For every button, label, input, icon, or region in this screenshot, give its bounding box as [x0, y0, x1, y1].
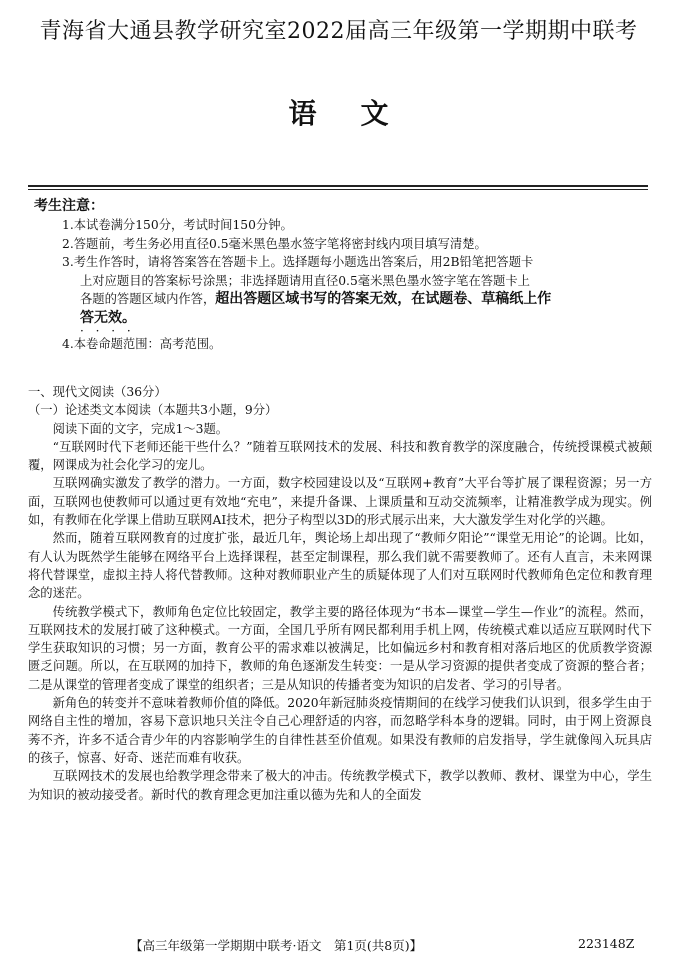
notice-emphasis: 答无效。	[80, 309, 136, 326]
reading-passage	[28, 383, 652, 804]
notice-item	[62, 309, 652, 328]
notice-item: 2.答题前，考生务必用直径0.5毫米黑色墨水签字笔将密封线内项目填写清楚。	[62, 236, 487, 251]
notice-item: 1.本试卷满分150分，考试时间150分钟。	[62, 218, 293, 232]
paragraph: 然而，随着互联网教育的过度扩张，最近几年，舆论场上却出现了“教师夕阳论”“课堂无用论”的论调。比如，有人认为既然学生能够在网络平台上选择课程，甚至定制课程，那么我们就不需要教师了。还有人直言，未来网课将代替课堂，虚拟主持人将代替教师。这种对教师职业产生的质疑体现了人们对互联网时代教师角色定位和教育理念的迷茫。	[28, 531, 652, 601]
divider	[28, 185, 648, 187]
emphasis-dots: · · · ·	[80, 324, 135, 338]
subject-title: 语文	[288, 97, 433, 130]
paragraph: 互联网确实激发了教学的潜力。一方面，数字校园建设以及“互联网+教育”大平台等扩展了课程资源；另一方面，互联网也使教师可以通过更有效地“充电”，来提升备课、上课质量和互动交流频率，让精准教学成为现实。例如，有教师在化学课上借助互联网AI技术，把分子构型以3D的形式展示出来，大大激发学生对化学的兴趣。	[28, 476, 652, 528]
page-footer: 【高三年级第一学期期中联考·语文 第1页(共8页)】	[130, 938, 423, 953]
notice-emphasis: 超出答题区域书写的答案无效，在试题卷、草稿纸上作	[215, 291, 552, 307]
paragraph: 互联网技术的发展也给教学理念带来了极大的冲击。传统教学模式下，教学以教师、教材、课堂为中心，学生为知识的被动接受者。新时代的教育理念更加注重以德为先和人的全面发	[28, 769, 652, 802]
notice-item: 4.本卷命题范围：高考范围。	[62, 337, 222, 351]
divider	[28, 189, 648, 190]
paper-code: 223148Z	[578, 936, 635, 951]
paragraph: 新角色的转变并不意味着教师价值的降低。2020年新冠肺炎疫情期间的在线学习使我们认识到，很多学生由于网络自主性的增加，容易下意识地只关注令自己心理舒适的内容，而忽略学科本身的逻辑。同时，由于网上资源良莠不齐，许多不适合青少年的内容影响学生的自律性甚至价值观。如果没有教师的启发指导，学生就像闯入玩具店的孩子，惊喜、好奇、迷茫而难有收获。	[28, 696, 652, 765]
section-heading: 一、现代文阅读（36分）	[28, 385, 167, 399]
notice-item	[62, 290, 652, 309]
instruction: 阅读下面的文字，完成1～3题。	[52, 421, 229, 436]
subsection-heading: （一）论述类文本阅读（本题共3小题，9分）	[28, 403, 278, 418]
notice-item: 上对应题目的答案标号涂黑；非选择题请用直径0.5毫米黑色墨水签字笔在答题卡上	[80, 273, 530, 288]
notice-text: 各题的答题区域内作答，	[80, 292, 216, 306]
notice-item: 3.考生作答时，请将答案答在答题卡上。选择题每小题选出答案后，用2B铅笔把答题卡	[62, 255, 534, 269]
notice-heading: 考生注意：	[34, 198, 104, 214]
exam-title: 青海省大通县教学研究室2022届高三年级第一学期期中联考	[39, 19, 638, 44]
notice-list	[62, 216, 652, 354]
paragraph: 传统教学模式下，教师角色定位比较固定，教学主要的路径体现为“书本—课堂—学生—作业”的流程。然而，互联网技术的发展打破了这种模式。一方面，全国几乎所有网民都利用手机上网，传统模式难以适应互联网时代下学生获取知识的习惯；另一方面，教育公平的需求难以被满足，比如偏远乡村和教育相对落后地区的优质教学资源匮乏问题。所以，在互联网的加持下，教师的角色逐渐发生转变：一是从学习资源的提供者变成了资源的整合者；二是从课堂的管理者变成了课堂的组织者；三是从知识的传播者变为知识的启发者、学习的引导者。	[28, 604, 652, 692]
paragraph: “互联网时代下老师还能干些什么？”随着互联网技术的发展、科技和教育教学的深度融合，传统授课模式被颠覆，网课成为社会化学习的宠儿。	[28, 439, 652, 473]
